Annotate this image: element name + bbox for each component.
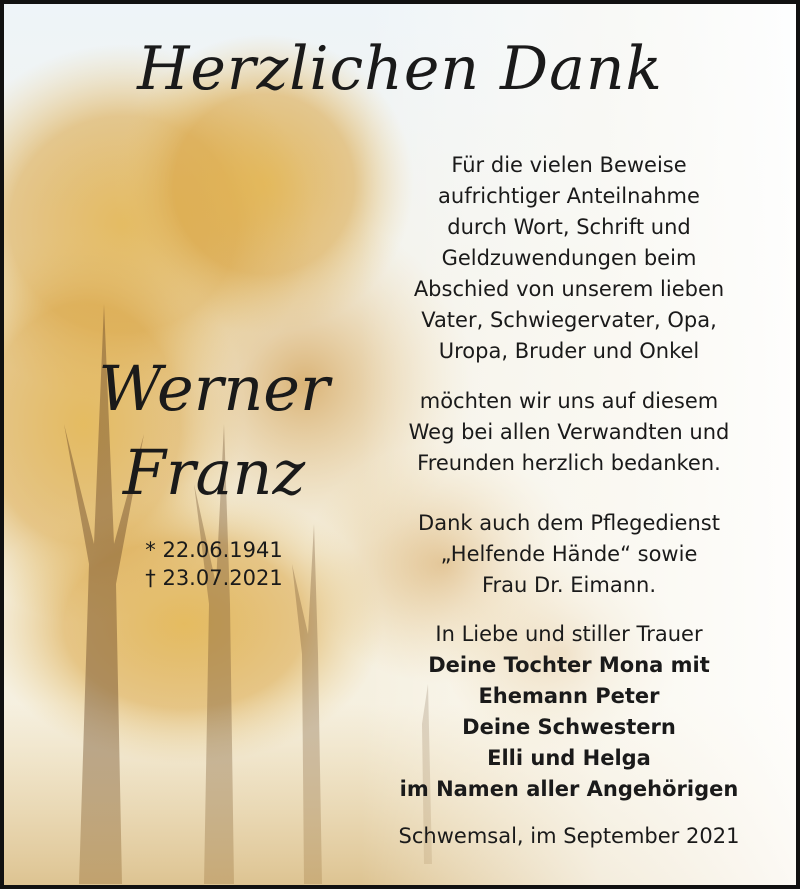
text-line: aufrichtiger Anteilnahme <box>438 184 700 208</box>
page-title: Herzlichen Dank <box>137 34 663 104</box>
signatory-line: im Namen aller Angehörigen <box>399 777 739 801</box>
text-line: Frau Dr. Eimann. <box>482 573 656 597</box>
birth-date: * 22.06.1941 <box>145 538 283 562</box>
text-line: Dank auch dem Pflegedienst <box>418 511 720 535</box>
text-line: Freunden herzlich bedanken. <box>417 451 721 475</box>
thanks-paragraph-1 <box>374 150 764 367</box>
text-line: Uropa, Bruder und Onkel <box>438 339 700 363</box>
thanks-paragraph-3 <box>374 508 764 601</box>
text-line: Vater, Schwiegervater, Opa, <box>421 308 717 332</box>
closing-intro: In Liebe und stiller Trauer <box>435 622 703 646</box>
thanks-paragraph-2 <box>374 386 764 479</box>
death-date: † 23.07.2021 <box>145 566 283 590</box>
text-line: Weg bei allen Verwandten und <box>408 420 730 444</box>
closing-block <box>374 619 764 805</box>
signatory-line: Elli und Helga <box>487 746 651 770</box>
life-dates <box>104 536 324 592</box>
text-line: Geldzuwendungen beim <box>441 246 697 270</box>
deceased-first-name: Werner <box>98 352 330 425</box>
text-line: möchten wir uns auf diesem <box>419 389 719 413</box>
text-line: Abschied von unserem lieben <box>413 277 725 301</box>
text-line: durch Wort, Schrift und <box>447 215 691 239</box>
signatory-line: Deine Schwestern <box>462 715 676 739</box>
signatory-line: Ehemann Peter <box>478 684 660 708</box>
signatory-line: Deine Tochter Mona mit <box>428 653 710 677</box>
deceased-last-name: Franz <box>122 436 306 509</box>
text-line: Für die vielen Beweise <box>451 153 687 177</box>
text-line: „Helfende Hände“ sowie <box>440 542 698 566</box>
place-and-date: Schwemsal, im September 2021 <box>398 824 740 848</box>
